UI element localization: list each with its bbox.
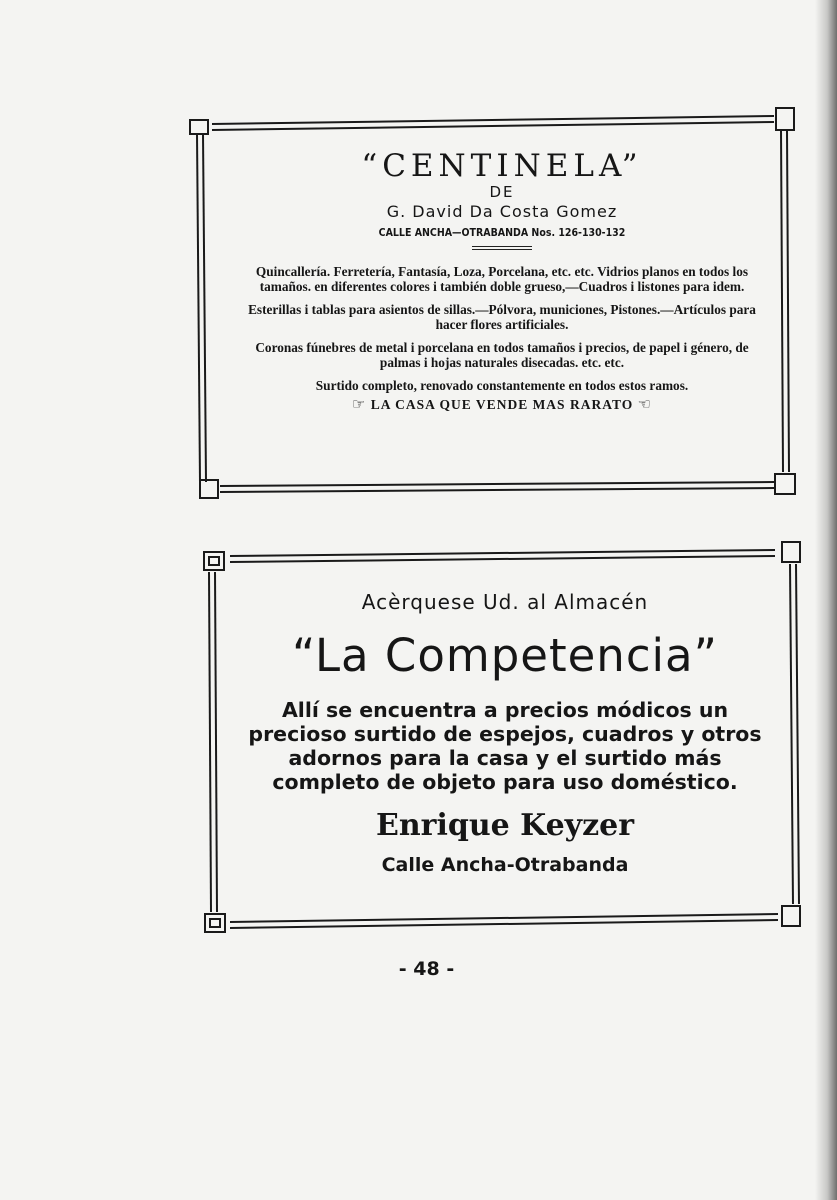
pointing-hand-right-icon: ☞ <box>351 395 367 413</box>
ad-paragraph: Coronas fúnebres de metal i porcelana en todos tamaños i precios, de papel i género, de palmas i hojas naturales disecadas. etc. etc. <box>255 340 749 370</box>
ad-address: CALLE ANCHA—OTRABANDA Nos. 126-130-132 <box>378 227 626 239</box>
ad-owner-name: Enrique Keyzer <box>375 808 635 843</box>
pointing-hand-left-icon: ☜ <box>637 395 653 413</box>
ad-de-label: DE <box>489 183 515 201</box>
ad-owner-name: G. David Da Costa Gomez <box>386 202 618 221</box>
ad-address: Calle Ancha-Otrabanda <box>381 854 629 876</box>
slogan-text: LA CASA QUE VENDE MAS RARATO <box>370 397 634 412</box>
ad-title: “CENTINELA” <box>361 148 643 184</box>
ad-paragraph: Esterillas i tablas para asientos de sillas.—Pólvora, municiones, Pistones.—Artículos para hacer flores artificiales. <box>248 302 756 332</box>
ad-intro: Acèrquese Ud. al Almacén <box>361 590 649 614</box>
ad-paragraph: Quincallería. Ferretería, Fantasía, Loza, Porcelana, etc. etc. Vidrios planos en todos los tamaños. en diferentes colores i también doble grueso,—Cuadros i listones para idem. <box>255 264 749 294</box>
ad-slogan <box>232 395 772 414</box>
ad-body: Allí se encuentra a precios módicos un precioso surtido de espejos, cuadros y otros adornos para la casa y el surtido más completo de objeto para uso doméstico. <box>248 698 762 794</box>
page-number: - 48 - <box>398 958 455 980</box>
advertisement-centinela <box>232 148 772 460</box>
ad-title: “La Competencia” <box>292 629 718 682</box>
advertisement-la-competencia <box>230 582 780 902</box>
divider-rule <box>472 246 532 250</box>
ad-paragraph: Surtido completo, renovado constantemente en todos estos ramos. <box>315 378 689 393</box>
